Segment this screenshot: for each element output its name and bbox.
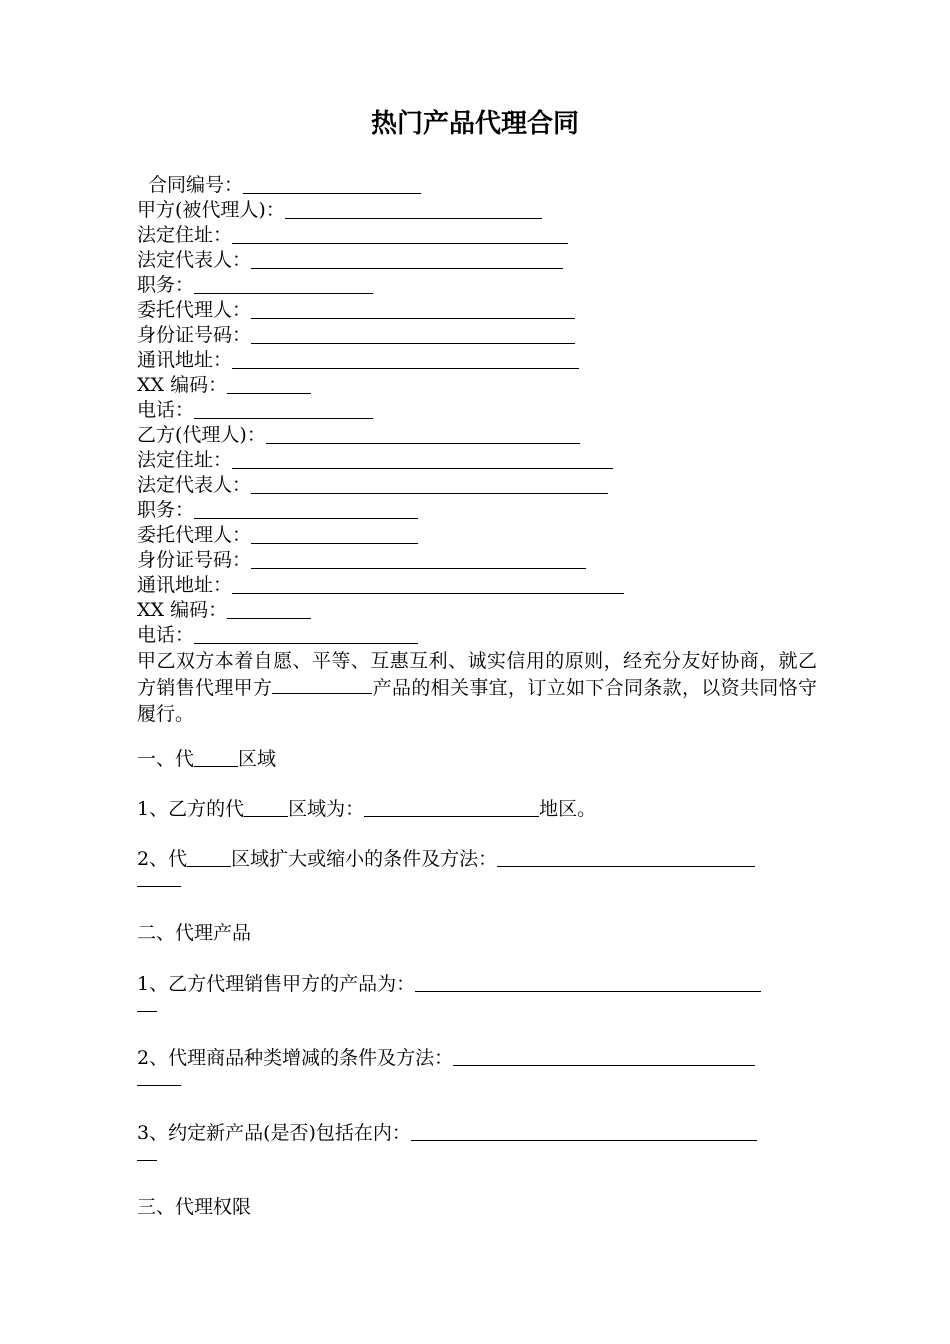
section-2-clause-1 (137, 971, 817, 1015)
section-1-clause-1 (137, 796, 817, 822)
intro-product-blank[interactable] (272, 674, 372, 694)
section-3-heading: 三、代理权限 (137, 1196, 252, 1218)
party-a-agent-blank[interactable] (251, 298, 575, 319)
section-2-clause-2 (137, 1045, 817, 1089)
contract-no-field (137, 173, 817, 198)
party-a-postcode-field (137, 373, 817, 398)
party-b-rep-blank[interactable] (251, 473, 608, 494)
party-a-agent-field (137, 298, 817, 323)
party-b-field (137, 423, 817, 448)
party-b-address-label: 法定住址： (137, 449, 233, 471)
party-a-phone-label: 电话： (137, 399, 195, 421)
party-a-position-label: 职务： (137, 274, 195, 296)
party-a-agent-label: 委托代理人： (137, 299, 252, 321)
party-b-agent-label: 委托代理人： (137, 524, 252, 546)
section-1-clause-2-b: 区域扩大或缩小的条件及方法： (231, 848, 498, 870)
party-b-id-field (137, 548, 817, 573)
section-1-clause-1-blank-1[interactable] (244, 796, 288, 817)
party-b-rep-label: 法定代表人： (137, 474, 252, 496)
party-b-mail-label: 通讯地址： (137, 574, 233, 596)
party-b-rep-field (137, 473, 817, 498)
party-b-blank[interactable] (266, 423, 580, 444)
party-b-mail-blank[interactable] (232, 573, 624, 594)
section-2-clause-1-blank-2[interactable] (137, 997, 157, 1012)
section-2-clause-3-text: 3、约定新产品(是否)包括在内： (137, 1122, 411, 1144)
section-1-clause-2-blank-1[interactable] (187, 846, 231, 867)
section-2-clause-1-text: 1、乙方代理销售甲方的产品为： (137, 973, 416, 995)
intro-text-1: 甲乙双方本着自愿、平等、互惠互利、诚实信用的原则，经充分友好协商，就乙方销售代理甲方 (137, 650, 817, 699)
section-1-clause-1-a: 1、乙方的代 (137, 798, 245, 820)
party-b-postcode-blank[interactable] (227, 598, 311, 619)
section-2-heading: 二、代理产品 (137, 922, 252, 944)
party-b-id-label: 身份证号码： (137, 549, 252, 571)
section-1-clause-2-blank-2[interactable] (497, 846, 755, 867)
section-1-clause-2-blank-3[interactable] (137, 872, 181, 887)
party-a-postcode-label: XX 编码： (137, 374, 228, 396)
party-a-phone-field (137, 398, 817, 423)
section-1-heading-blank[interactable] (194, 746, 238, 767)
party-fields (137, 173, 817, 648)
contract-no-label: 合同编号： (148, 174, 244, 196)
party-b-address-blank[interactable] (232, 448, 613, 469)
party-b-position-blank[interactable] (194, 498, 418, 519)
document-title: 热门产品代理合同 (370, 109, 579, 139)
party-b-postcode-label: XX 编码： (137, 599, 228, 621)
section-2-clause-1-blank[interactable] (415, 971, 761, 992)
party-a-blank[interactable] (285, 198, 542, 219)
section-2-clause-3-blank[interactable] (411, 1120, 757, 1141)
party-b-agent-blank[interactable] (251, 523, 418, 544)
party-a-address-blank[interactable] (232, 223, 568, 244)
party-b-label: 乙方(代理人)： (137, 424, 266, 446)
party-b-phone-blank[interactable] (194, 623, 418, 644)
party-a-rep-label: 法定代表人： (137, 249, 252, 271)
party-a-address-label: 法定住址： (137, 224, 233, 246)
party-b-id-blank[interactable] (251, 548, 586, 569)
section-1-clause-1-c: 地区。 (539, 798, 597, 820)
party-a-mail-field (137, 348, 817, 373)
party-a-field (137, 198, 817, 223)
section-2-clause-2-blank-2[interactable] (137, 1071, 181, 1086)
party-b-position-field (137, 498, 817, 523)
party-a-label: 甲方(被代理人)： (137, 199, 285, 221)
party-a-address-field (137, 223, 817, 248)
section-2-clause-3-blank-2[interactable] (137, 1146, 157, 1161)
party-b-position-label: 职务： (137, 499, 195, 521)
party-a-position-blank[interactable] (194, 273, 373, 294)
section-1-clause-1-b: 区域为： (288, 798, 365, 820)
section-1-clause-1-blank-2[interactable] (364, 796, 539, 817)
party-b-mail-field (137, 573, 817, 598)
section-1-heading-b: 区域 (238, 748, 277, 770)
party-a-position-field (137, 273, 817, 298)
party-b-agent-field (137, 523, 817, 548)
party-a-postcode-blank[interactable] (227, 373, 311, 394)
section-1-clause-2 (137, 846, 817, 890)
party-b-phone-label: 电话： (137, 624, 195, 646)
section-2-clause-2-blank[interactable] (453, 1045, 755, 1066)
party-a-id-blank[interactable] (251, 323, 575, 344)
party-a-mail-blank[interactable] (232, 348, 579, 369)
party-b-phone-field (137, 623, 817, 648)
section-1-heading (137, 746, 817, 772)
section-1-clause-2-a: 2、代 (137, 848, 188, 870)
party-a-phone-blank[interactable] (194, 398, 373, 419)
section-2-clause-3-line2 (137, 1146, 817, 1164)
party-a-id-field (137, 323, 817, 348)
section-2-clause-2-line2 (137, 1071, 817, 1089)
section-2-clause-1-line2 (137, 997, 817, 1015)
party-a-rep-field (137, 248, 817, 273)
section-2-clause-2-text: 2、代理商品种类增减的条件及方法： (137, 1047, 454, 1069)
party-b-address-field (137, 448, 817, 473)
contract-no-blank[interactable] (243, 173, 421, 194)
intro-text-2: 产品的相关事宜，订立如下合同条款，以资共同恪守履行。 (137, 677, 817, 725)
party-b-postcode-field (137, 598, 817, 623)
section-1-heading-a: 一、代 (137, 748, 195, 770)
party-a-id-label: 身份证号码： (137, 324, 252, 346)
party-a-rep-blank[interactable] (251, 248, 563, 269)
party-a-mail-label: 通讯地址： (137, 349, 233, 371)
intro-paragraph (137, 648, 817, 727)
section-1-clause-2-line2 (137, 872, 817, 890)
section-2-clause-3 (137, 1120, 817, 1164)
